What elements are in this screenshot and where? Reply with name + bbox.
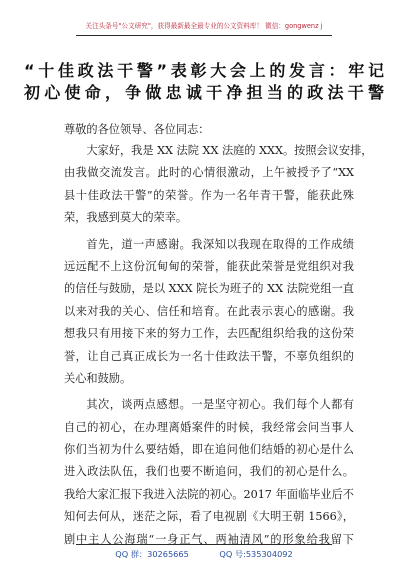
paragraph-line: 剧中主人公海瑞“一身正气、两袖清风”的形象给我留下 <box>64 532 354 546</box>
title-line: “十佳政法干警”表彰大会上的发言：牢记 <box>24 61 384 80</box>
paragraph-line: 首先，道一声感谢。我深知以我现在取得的工作成绩 <box>86 237 354 251</box>
paragraph-line: 自己的初心，在办理离婚案件的时候，我经常会问当事人 <box>64 420 354 434</box>
footer <box>76 547 332 561</box>
paragraph-line: 其次，谈两点感想。一是坚守初心。我们每个人都有 <box>86 398 354 412</box>
paragraph-line: 知何去何从，迷茫之际，看了电视剧《大明王朝 1566》， <box>64 510 354 524</box>
paragraph-line: 由我做交流发言。此时的心情很激动，上午被授予了“XX <box>64 166 354 180</box>
paragraph-line: 以来对我的关心、信任和培育。在此表示衷心的感谢。我 <box>64 304 354 318</box>
document-title <box>24 60 384 105</box>
paragraph-line: 荣，我感到莫大的荣幸。 <box>64 211 188 225</box>
footer-rule <box>76 544 332 545</box>
paragraph-line: 县十佳政法干警”的荣誉。作为一名年青干警，能获此殊 <box>64 188 354 202</box>
paragraph <box>64 394 354 551</box>
document-body <box>64 140 373 551</box>
paragraph-line: 誉，让自己真正成长为一名十佳政法干警，不辜负组织的 <box>64 349 354 363</box>
title-line: 初心使命，争做忠诚干净担当的政法干警 <box>24 83 384 103</box>
paragraph-line: 远远配不上这份沉甸甸的荣誉，能获此荣誉是党组织对我 <box>64 259 354 273</box>
paragraph <box>64 234 354 391</box>
header-banner: 关注头条号"公文研究"，获得最新最全最专业的公文资料库！ 微信：gongwenz j <box>85 22 323 30</box>
footer-qq-group: QQ 群：30265665 <box>115 549 189 559</box>
paragraph <box>64 140 373 230</box>
paragraph-line: 进入政法队伍，我们也要不断追问，我们的初心是什么。 <box>64 465 354 479</box>
header-rule <box>76 35 332 36</box>
greeting: 尊敬的各位领导、各位同志： <box>64 123 210 136</box>
paragraph-line: 的信任与鼓励，是以 XXX 院长为班子的 XX 法院党组一直 <box>64 282 354 296</box>
paragraph-line: 大家好，我是 XX 法院 XX 法庭的 XXX。按照会议安排， <box>86 144 373 157</box>
paragraph-line: 我给大家汇报下我进入法院的初心。2017 年面临毕业后不 <box>64 487 354 501</box>
footer-qq: QQ 号:535304092 <box>219 549 293 559</box>
paragraph-line: 你们当初为什么要结婚，即在追问他们结婚的初心是什么 <box>64 443 354 457</box>
paragraph-line: 关心和鼓励。 <box>64 371 132 385</box>
paragraph-line: 想我只有用接下来的努力工作，去匹配组织给我的这份荣 <box>64 327 354 341</box>
